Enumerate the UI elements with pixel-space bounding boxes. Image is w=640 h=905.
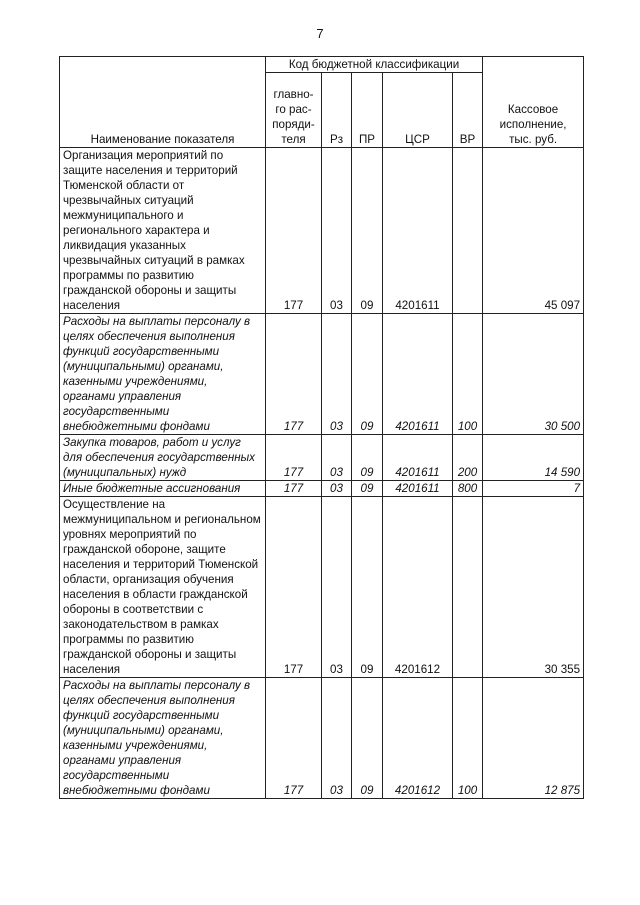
row-csr: 4201612 xyxy=(383,678,453,799)
table-row xyxy=(60,481,584,497)
row-vr: 200 xyxy=(453,435,483,481)
row-rz: 03 xyxy=(322,481,352,497)
header-amount-label: Кассовое исполнение, тыс. руб. xyxy=(499,103,567,146)
row-glav: 177 xyxy=(266,148,322,314)
page-number: 7 xyxy=(316,26,324,41)
row-name: Расходы на выплаты персоналу в целях обеспечения выполнения функций государственными (муниципальными) органами, казенными учреждениями, органами управления государственными внебюджетными фондами xyxy=(60,314,266,435)
row-glav: 177 xyxy=(266,435,322,481)
row-amount: 7 xyxy=(483,481,584,497)
row-glav: 177 xyxy=(266,497,322,678)
row-pr: 09 xyxy=(352,314,383,435)
header-vr: ВР xyxy=(453,73,483,148)
header-rz: Рз xyxy=(322,73,352,148)
header-csr: ЦСР xyxy=(383,73,453,148)
row-rz: 03 xyxy=(322,314,352,435)
row-vr: 100 xyxy=(453,314,483,435)
header-classification-group: Код бюджетной классификации xyxy=(266,57,483,73)
row-rz: 03 xyxy=(322,148,352,314)
header-glav-label: главно- го рас- поряди- теля xyxy=(272,88,315,146)
table-row xyxy=(60,435,584,481)
row-glav: 177 xyxy=(266,678,322,799)
table-row xyxy=(60,497,584,678)
table-row xyxy=(60,314,584,435)
row-glav: 177 xyxy=(266,481,322,497)
header-glav xyxy=(266,73,322,148)
budget-table xyxy=(59,56,584,799)
row-csr: 4201611 xyxy=(383,314,453,435)
row-pr: 09 xyxy=(352,481,383,497)
row-csr: 4201611 xyxy=(383,435,453,481)
row-vr: 800 xyxy=(453,481,483,497)
row-amount: 30 500 xyxy=(483,314,584,435)
row-csr: 4201612 xyxy=(383,497,453,678)
row-pr: 09 xyxy=(352,435,383,481)
row-amount: 45 097 xyxy=(483,148,584,314)
row-amount: 14 590 xyxy=(483,435,584,481)
row-rz: 03 xyxy=(322,497,352,678)
row-csr: 4201611 xyxy=(383,481,453,497)
row-vr xyxy=(453,148,483,314)
table-row xyxy=(60,678,584,799)
row-name: Закупка товаров, работ и услуг для обеспечения государственных (муниципальных) нужд xyxy=(60,435,266,481)
header-pr: ПР xyxy=(352,73,383,148)
row-name: Осуществление на межмуниципальном и региональном уровнях мероприятий по гражданской обороне, защите населения и территорий Тюменской области, организация обучения населения в области гражданской обороны в соответствии с законодательством в рамках программы по развитию гражданской обороны и защиты населения xyxy=(60,497,266,678)
row-glav: 177 xyxy=(266,314,322,435)
row-rz: 03 xyxy=(322,678,352,799)
row-name: Иные бюджетные ассигнования xyxy=(60,481,266,497)
header-amount xyxy=(483,57,584,148)
table-row xyxy=(60,148,584,314)
row-pr: 09 xyxy=(352,678,383,799)
row-vr xyxy=(453,497,483,678)
row-rz: 03 xyxy=(322,435,352,481)
row-name: Организация мероприятий по защите населения и территорий Тюменской области от чрезвычайных ситуаций межмуниципального и регионального характера и ликвидация указанных чрезвычайных ситуаций в рамках программы по развитию гражданской обороны и защиты населения xyxy=(60,148,266,314)
row-name: Расходы на выплаты персоналу в целях обеспечения выполнения функций государственными (муниципальными) органами, казенными учреждениями, органами управления государственными внебюджетными фондами xyxy=(60,678,266,799)
row-amount: 30 355 xyxy=(483,497,584,678)
row-amount: 12 875 xyxy=(483,678,584,799)
row-pr: 09 xyxy=(352,497,383,678)
row-csr: 4201611 xyxy=(383,148,453,314)
header-name: Наименование показателя xyxy=(60,57,266,148)
row-vr: 100 xyxy=(453,678,483,799)
row-pr: 09 xyxy=(352,148,383,314)
